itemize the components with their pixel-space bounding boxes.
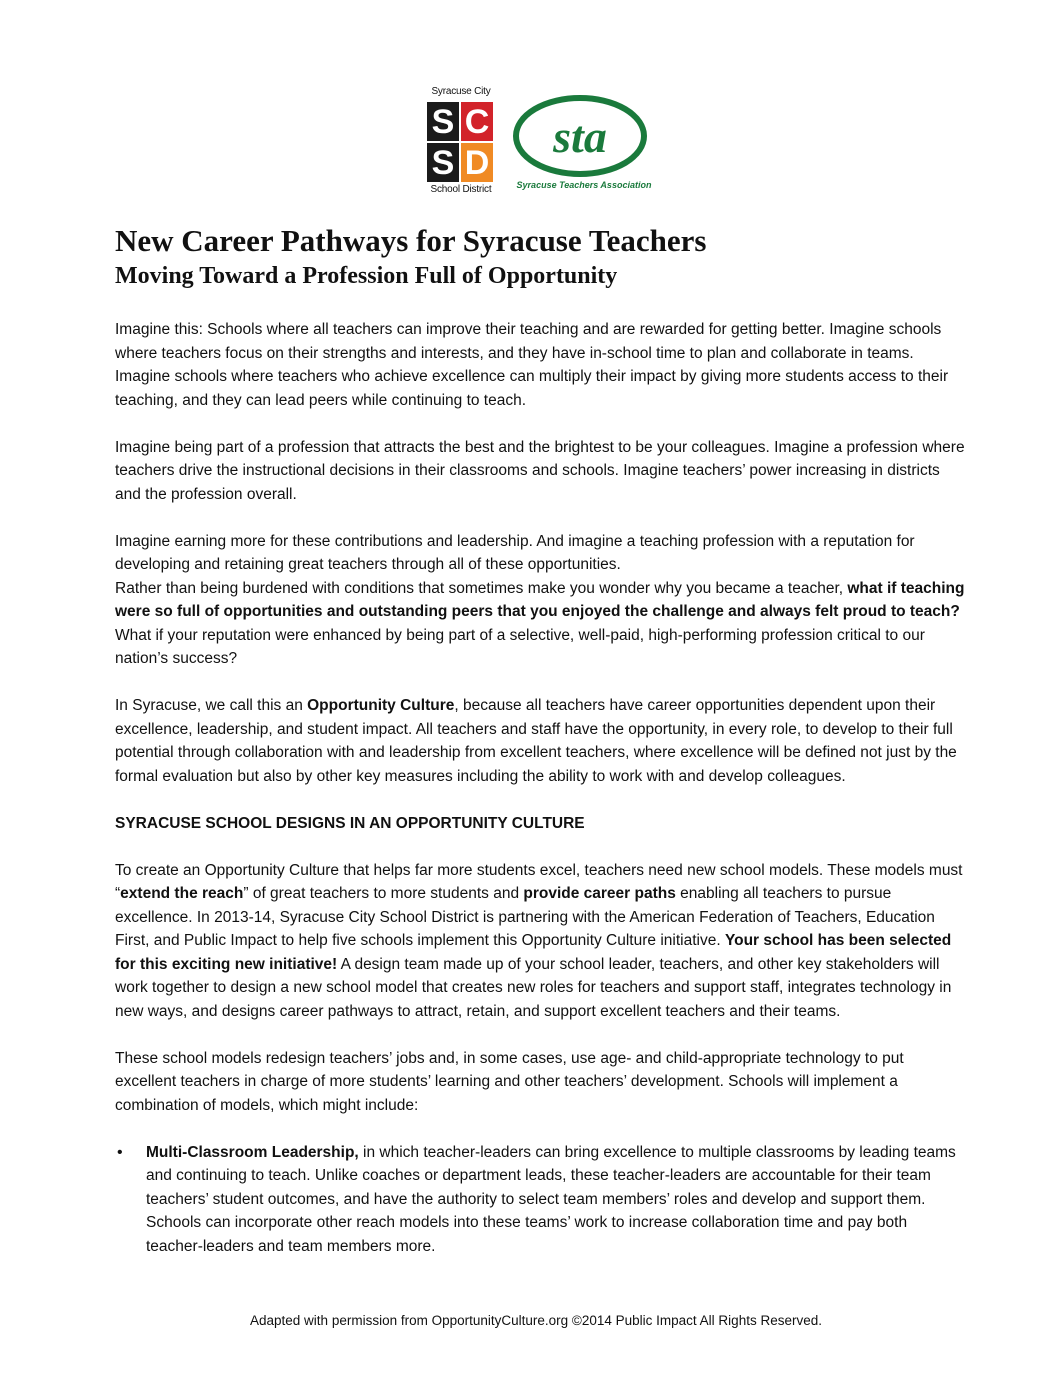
paragraph-opportunity-culture-text: , because all teachers have career opportunities dependent upon their excellence, leadership, and student impact. All teachers and staff have the opportunity, in every role, to develop to their full potential through collaboration with and leadership from excellent teachers, where excellence will be defined not just by the formal evaluation but also by other key measures including the ability to work with and develop colleagues. (115, 697, 957, 785)
section-heading: SYRACUSE SCHOOL DESIGNS IN AN OPPORTUNITY CULTURE (115, 814, 585, 832)
paragraph-rather-than-text: Rather than being burdened with conditions that sometimes make you wonder why you became a teacher, (115, 579, 848, 597)
scsd-letter-grid (427, 102, 493, 182)
sta-mark: sta (553, 111, 607, 162)
sta-logo (510, 92, 658, 198)
scsd-logo-top-text: Syracuse City (431, 86, 491, 97)
school-designs-emphasis-3: Your school has been selected for this exciting new initiative! (115, 932, 952, 973)
paragraph-rather-than-emphasis: what if teaching were so full of opportunities and outstanding peers that you enjoyed the challenge and always felt proud to teach? (115, 579, 965, 620)
school-designs-text-4: A design team made up of your school leader, teachers, and other key stakeholders will work together to design a new school model that creates new roles for teachers and support staff, integrates technology in new ways, and designs career pathways to attract, retain, and support excellent teachers and their teams. (115, 955, 952, 1020)
list-item-text: in which teacher-leaders can bring excellence to multiple classrooms by leading teams and continuing to teach. Unlike coaches or department leads, these teacher-leaders are accountable for their team teachers’ student outcomes, and have the authority to select team members’ roles and develop and support them. Schools can incorporate other reach models into these teams’ work to increase collaboration time and pay both teacher-leaders and team members more. (146, 1143, 956, 1255)
paragraph-imagine-earning: Imagine earning more for these contributions and leadership. And imagine a teaching profession with a reputation for developing and retaining great teachers through all of these opportunities. (115, 532, 915, 573)
list-item-title: Multi-Classroom Leadership, (146, 1143, 359, 1161)
paragraph-opportunity-culture-lead: In Syracuse, we call this an (115, 697, 308, 714)
paragraph-school-models: These school models redesign teachers’ jobs and, in some cases, use age- and child-appropriate technology to put excellent teachers in charge of more students’ learning and other teachers’ development. Schools will implement a combination of models, which might include: (115, 1049, 904, 1114)
page-subtitle: Moving Toward a Profession Full of Opportunity (115, 263, 618, 289)
scsd-letter-c: C (461, 102, 493, 141)
school-designs-emphasis-2: provide career paths (523, 885, 676, 902)
scsd-letter-s: S (427, 102, 459, 141)
school-designs-text-1: To create an Opportunity Culture that helps far more students excel, teachers need new school models. These models must “ (115, 861, 963, 902)
page-title: New Career Pathways for Syracuse Teachers (115, 223, 707, 258)
school-designs-emphasis-1: extend the reach (120, 885, 244, 902)
paragraph-opportunity-culture (115, 694, 965, 788)
model-list (115, 1141, 965, 1259)
scsd-letter-s-second: S (427, 143, 459, 182)
paragraph-school-designs (115, 859, 965, 1024)
bullet-icon: • (117, 1143, 123, 1161)
paragraph-rather-than (115, 577, 965, 671)
paragraph-imagine-profession: Imagine being part of a profession that attracts the best and the brightest to be your colleagues. Imagine a profession where teachers drive the instructional decisions in their classrooms and schools. Imagine teachers’ power increasing in districts and the profession overall. (115, 438, 965, 503)
page-footer: Adapted with permission from OpportunityCulture.org ©2014 Public Impact All Rights Reserved. (250, 1313, 822, 1328)
paragraph-rather-than-tail: What if your reputation were enhanced by being part of a selective, well-paid, high-performing profession critical to our nation’s success? (115, 626, 925, 667)
school-designs-text-2: ” of great teachers to more students and (243, 885, 524, 902)
sta-caption: Syracuse Teachers Association (516, 180, 652, 190)
opportunity-culture-term: Opportunity Culture (307, 697, 455, 714)
list-item (115, 1141, 965, 1259)
scsd-logo (420, 86, 502, 198)
scsd-logo-bottom-text: School District (430, 184, 492, 195)
sta-oval-icon (510, 92, 658, 182)
logo-bar (420, 86, 660, 198)
paragraph-imagine-this: Imagine this: Schools where all teachers can improve their teaching and are rewarded for getting better. Imagine schools where teachers focus on their strengths and interests, and they have in-school time to plan and collaborate in teams. Imagine schools where teachers who achieve excellence can multiply their impact by giving more students access to their teaching, and they can lead peers while continuing to teach. (115, 321, 949, 409)
scsd-letter-d: D (461, 143, 493, 182)
school-designs-text-3: enabling all teachers to pursue excellence. In 2013-14, Syracuse City School District is partnering with the American Federation of Teachers, Education First, and Public Impact to help five schools implement this Opportunity Culture initiative. (115, 885, 935, 949)
document-body (115, 318, 965, 1258)
